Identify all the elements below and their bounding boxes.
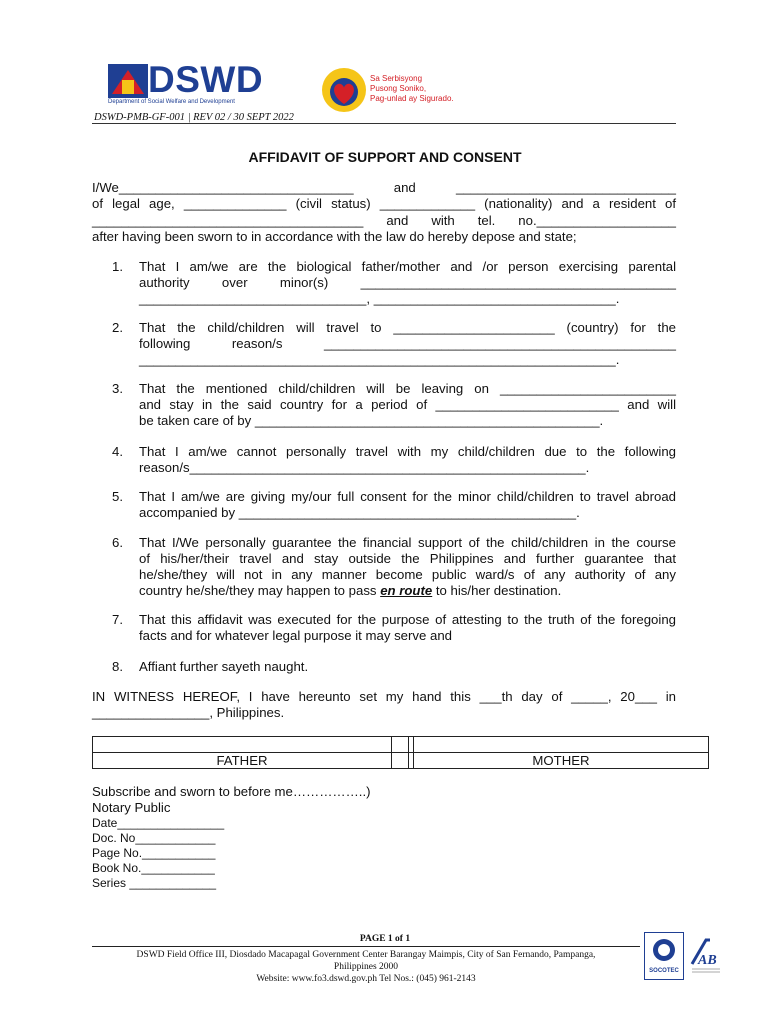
svg-text:AB: AB: [698, 953, 717, 968]
header-divider: [92, 123, 676, 124]
signature-table: [92, 736, 709, 769]
ab-accreditation-icon: [688, 934, 724, 978]
intro-paragraph: [92, 180, 676, 246]
intro-line: I/We________________________________ and ______________________________: [92, 180, 676, 195]
document-title: AFFIDAVIT OF SUPPORT AND CONSENT: [248, 149, 522, 165]
footer-address: DSWD Field Office III, Diosdado Macapagal Government Center Barangay Maimpis, City of San Fernando, Pampanga, Philippines 2000 Website: www.fo3.dswd.gov.ph Tel Nos.: (045) 961-2143: [136, 950, 596, 984]
mother-signature-label: MOTHER: [414, 753, 709, 769]
dswd-subtitle: Department of Social Welfare and Development: [108, 99, 235, 105]
bagong-pilipinas-tagline: Sa Serbisyong Pusong Soniko, Pag-unlad ay Sigurado.: [370, 74, 454, 103]
notary-fields: [92, 816, 224, 891]
intro-line: after having been sworn to in accordance with the law do hereby depose and state;: [92, 229, 577, 245]
notary-date-field: Date________________: [92, 816, 225, 830]
notary-public-label: Notary Public: [92, 800, 171, 815]
witness-paragraph: IN WITNESS HEREOF, I have hereunto set my hand this ___th day of _____, 20___ in ________________, Philippines.: [92, 689, 676, 721]
father-signature-label: FATHER: [93, 753, 392, 769]
bagong-pilipinas-logo-icon: [318, 64, 370, 116]
dswd-wordmark: DSWD: [148, 59, 264, 100]
notary-subscribe: Subscribe and sworn to before me……………..): [92, 784, 371, 799]
svg-text:SOCOTEC: SOCOTEC: [649, 968, 679, 974]
socotec-certification-icon: [644, 932, 684, 980]
intro-line: of legal age, ______________ (civil status) _____________ (nationality) and a resident of: [92, 196, 676, 212]
footer-divider: [92, 946, 640, 947]
notary-page-no-field: Page No.___________: [92, 846, 216, 860]
document-code: DSWD-PMB-GF-001 | REV 02 / 30 SEPT 2022: [94, 112, 294, 123]
notary-series-field: Series _____________: [92, 876, 217, 890]
notary-doc-no-field: Doc. No____________: [92, 831, 216, 845]
en-route-emphasis: en route: [380, 583, 433, 598]
page-number: PAGE 1 of 1: [359, 934, 411, 944]
dswd-logo-icon: [108, 64, 150, 100]
intro-line: _____________________________________ and with tel. no.___________________: [92, 212, 676, 228]
notary-book-no-field: Book No.___________: [92, 861, 215, 875]
